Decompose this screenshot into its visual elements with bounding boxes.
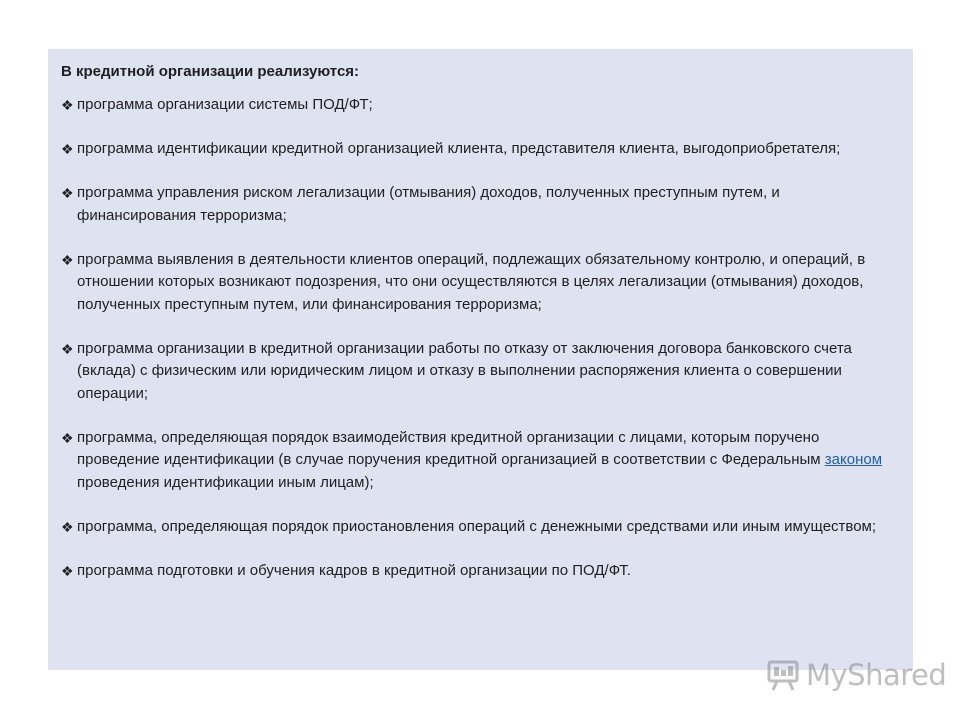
list-item [61,138,899,161]
list-item [61,182,899,227]
diamond-bullet-icon: ❖ [61,340,74,357]
list-item-text: программа выявления в деятельности клиентов операций, подлежащих обязательному контролю, и операций, в отношении которых возникают подозрения, что они осуществляются в целях легализации (отмывания) доходов, полученных преступным путем, или финансирования терроризма; [77,250,866,313]
federal-law-link[interactable]: законом [824,451,883,468]
slide-content-box [48,49,913,670]
diamond-bullet-icon: ❖ [61,185,74,201]
list-item [61,516,899,539]
presentation-board-icon [766,658,800,692]
list-item [61,427,899,495]
diamond-bullet-icon: ❖ [61,562,74,579]
diamond-bullet-icon: ❖ [61,141,74,157]
list-item-text: программа управления риском легализации (отмывания) доходов, полученных преступным путем, и финансирования терроризма; [77,184,780,224]
program-list [61,94,899,582]
diamond-bullet-icon: ❖ [61,518,74,535]
diamond-bullet-icon: ❖ [61,429,74,446]
list-item [61,560,899,583]
list-item-text: программа, определяющая порядок приостановления операций с денежными средствами или иным имуществом; [77,517,877,535]
diamond-bullet-icon: ❖ [61,251,74,268]
diamond-bullet-icon: ❖ [61,97,74,113]
watermark-text: MyShared [806,658,947,692]
list-item [61,338,899,406]
list-item-text: программа подготовки и обучения кадров в кредитной организации по ПОД/ФТ. [77,561,631,579]
list-item-text-after-link: проведения идентификации иным лицам); [77,473,374,491]
list-item-text: программа идентификации кредитной организацией клиента, представителя клиента, выгодоприобретателя; [77,140,841,157]
slide-heading: В кредитной организации реализуются: [61,63,360,80]
list-item-text-before-link: программа, определяющая порядок взаимодействия кредитной организации с лицами, которым поручено проведение идентификации (в случае поручения кредитной организацией в соответствии с Федеральным [77,428,825,468]
list-item-text: программа организации в кредитной организации работы по отказу от заключения договора банковского счета (вклада) с физическим или юридическим лицом и отказу в выполнении распоряжения клиента о совершении операции; [77,339,852,402]
list-item [61,94,899,117]
list-item [61,249,899,317]
list-item-text: программа организации системы ПОД/ФТ; [77,96,373,113]
myshared-watermark [766,655,946,695]
